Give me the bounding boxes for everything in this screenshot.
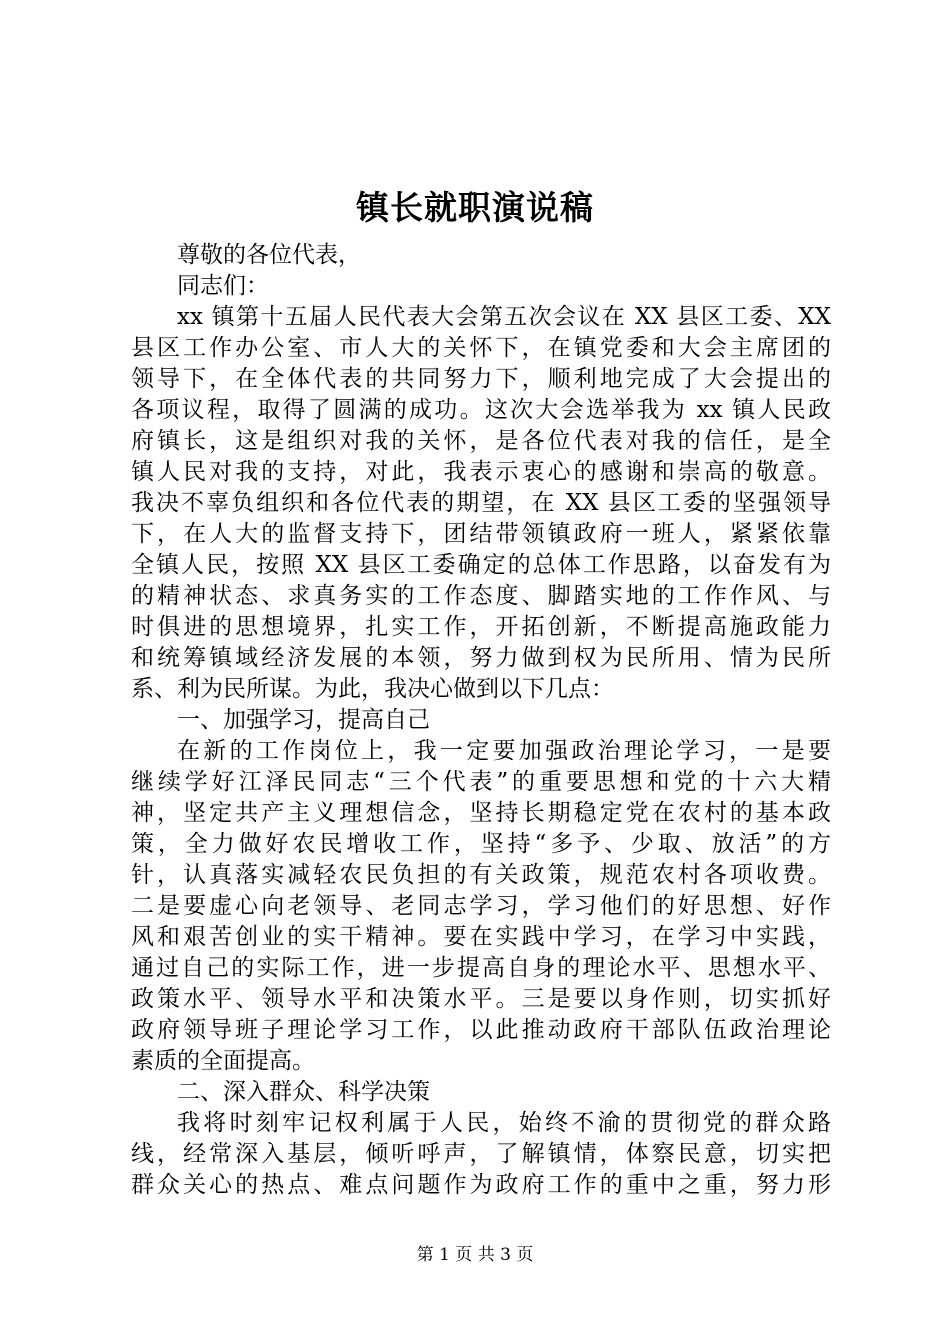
paragraph-line: 各项议程，取得了圆满的成功。这次大会选举我为 xx 镇人民政: [131, 397, 831, 423]
paragraph-line: 尊敬的各位代表，: [177, 242, 361, 268]
paragraph-line: 府镇长，这是组织对我的关怀，是各位代表对我的信任，是全: [131, 428, 831, 454]
paragraph-line: 系、利为民所谋。为此，我决心做到以下几点：: [131, 676, 614, 702]
paragraph-line: 全镇人民，按照 XX 县区工委确定的总体工作思路，以奋发有为: [131, 552, 831, 578]
paragraph: [131, 1108, 831, 1201]
paragraph-line: 时俱进的思想境界，扎实工作，开拓创新，不断提高施政能力: [131, 614, 831, 640]
paragraph-line: 策，全力做好农民增收工作，坚持“多予、少取、放活”的方: [131, 831, 831, 857]
paragraph-line: 神，坚定共产主义理想信念，坚持长期稳定党在农村的基本政: [131, 800, 831, 826]
paragraph-line: xx 镇第十五届人民代表大会第五次会议在 XX 县区工委、XX: [177, 304, 831, 330]
page-footer: 第 1 页 共 3 页: [416, 1245, 534, 1265]
paragraph-line: 县区工作办公室、市人大的关怀下，在镇党委和大会主席团的: [131, 335, 831, 361]
paragraph-line: 通过自己的实际工作，进一步提高自身的理论水平、思想水平、: [131, 955, 831, 981]
paragraph-line: 领导下，在全体代表的共同努力下，顺利地完成了大会提出的: [131, 366, 831, 392]
paragraph: [131, 1077, 831, 1108]
paragraph-line: 政策水平、领导水平和决策水平。三是要以身作则，切实抓好: [131, 986, 831, 1012]
paragraph-line: 镇人民对我的支持，对此，我表示衷心的感谢和崇高的敬意。: [131, 459, 831, 485]
paragraph-line: 素质的全面提高。: [131, 1048, 315, 1074]
document-body: [131, 240, 831, 1201]
paragraph-line: 我将时刻牢记权利属于人民，始终不渝的贯彻党的群众路: [177, 1110, 831, 1136]
paragraph: [131, 240, 831, 271]
paragraph-line: 一、加强学习，提高自己: [177, 707, 430, 733]
paragraph-line: 二、深入群众、科学决策: [177, 1079, 430, 1105]
paragraph-line: 线，经常深入基层，倾听呼声，了解镇情，体察民意，切实把: [131, 1141, 831, 1167]
paragraph-line: 的精神状态、求真务实的工作态度、脚踏实地的工作作风、与: [131, 583, 831, 609]
paragraph: [131, 705, 831, 736]
paragraph-line: 风和艰苦创业的实干精神。要在实践中学习，在学习中实践，: [131, 924, 831, 950]
paragraph-line: 针，认真落实减轻农民负担的有关政策，规范农村各项收费。: [131, 862, 831, 888]
paragraph-line: 群众关心的热点、难点问题作为政府工作的重中之重，努力形: [131, 1172, 831, 1198]
paragraph-line: 二是要虚心向老领导、老同志学习，学习他们的好思想、好作: [131, 893, 831, 919]
paragraph-line: 在新的工作岗位上，我一定要加强政治理论学习，一是要: [177, 738, 831, 764]
paragraph-line: 继续学好江泽民同志“三个代表”的重要思想和党的十六大精: [131, 769, 831, 795]
paragraph: [131, 271, 831, 302]
paragraph-line: 政府领导班子理论学习工作，以此推动政府干部队伍政治理论: [131, 1017, 831, 1043]
paragraph-line: 和统筹镇域经济发展的本领，努力做到权为民所用、情为民所: [131, 645, 831, 671]
paragraph-line: 下，在人大的监督支持下，团结带领镇政府一班人，紧紧依靠: [131, 521, 831, 547]
paragraph-line: 同志们：: [177, 273, 269, 299]
paragraph: [131, 302, 831, 705]
paragraph: [131, 736, 831, 1077]
paragraph-line: 我决不辜负组织和各位代表的期望，在 XX 县区工委的坚强领导: [131, 490, 831, 516]
document-title: 镇长就职演说稿: [356, 188, 594, 227]
